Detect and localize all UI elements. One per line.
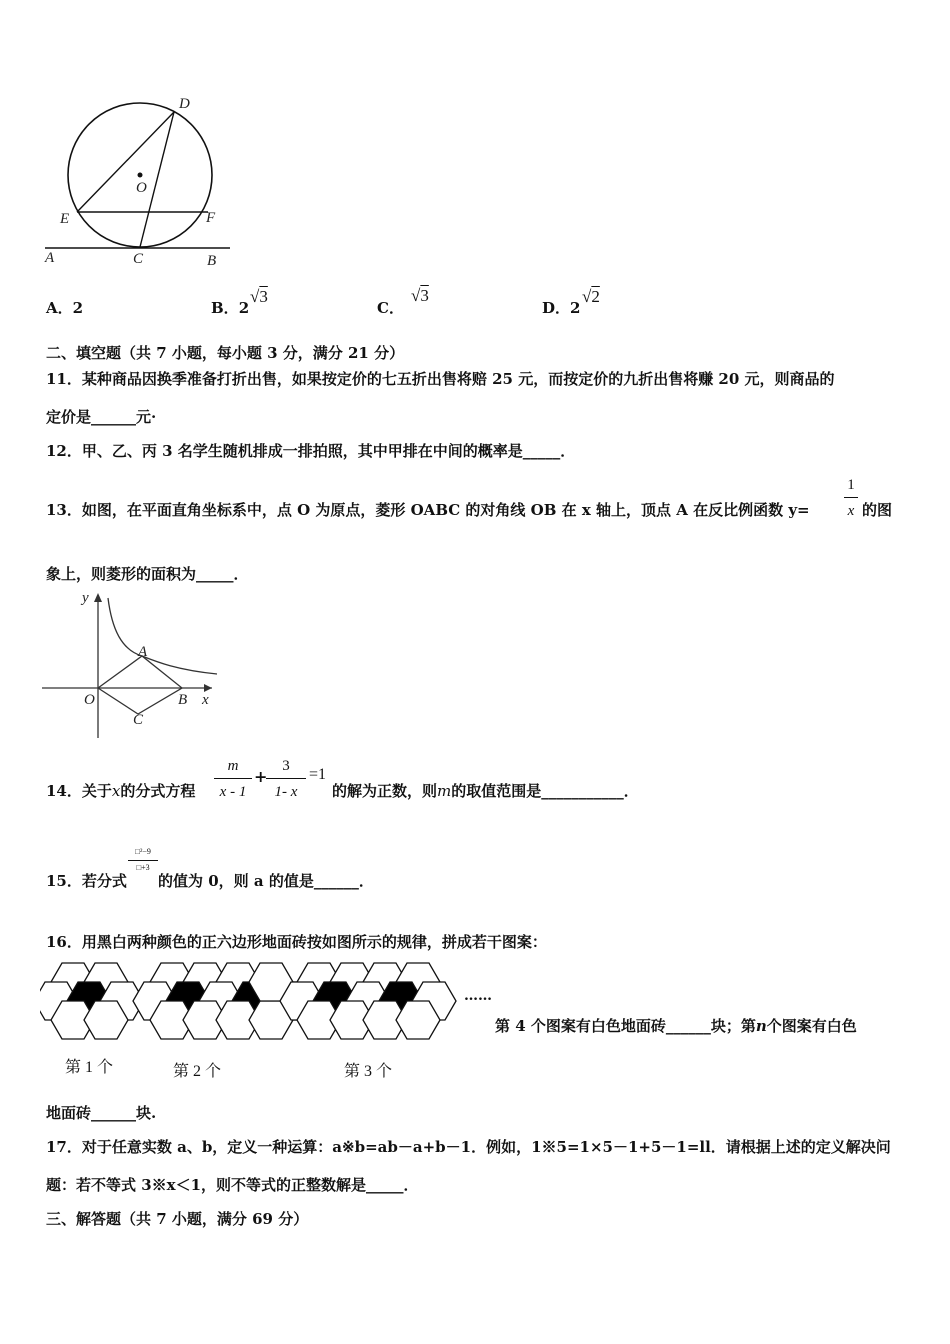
hexagon-patterns: [40, 960, 470, 1050]
label-F: F: [206, 210, 216, 226]
q16-right-text: [495, 1016, 857, 1036]
q13-line1-b: 的图: [862, 501, 893, 519]
q13-frac-den: x: [847, 503, 855, 519]
q16-right-n: n: [755, 1017, 767, 1035]
q14-f2-num: 3: [282, 758, 290, 774]
option-d: [542, 298, 580, 318]
label-B: B: [207, 253, 217, 269]
option-d-radical: √2: [582, 287, 600, 306]
q13-line2: 象上，则菱形的面积为_____．: [46, 565, 249, 583]
q16-ellipsis: ……: [464, 988, 492, 1004]
q14-prefix-text: 14．关于: [46, 782, 112, 800]
option-b: [211, 298, 249, 318]
q13-line1-a: 13．如图，在平面直角坐标系中，点 O 为原点，菱形 OABC 的对角线 OB 在 x 轴上，顶点 A 在反比例函数 y=: [46, 501, 810, 519]
q14-var-x: x: [111, 782, 121, 800]
option-c-radicand: 3: [420, 286, 429, 305]
graph-label-y: y: [82, 590, 89, 606]
q14-mid-text: 的分式方程: [120, 782, 196, 800]
pattern-caption-2: 第 2 个: [173, 1063, 222, 1080]
graph-label-C: C: [133, 712, 144, 728]
q14-equals: =1: [309, 766, 327, 783]
q16-line1: 16．用黑白两种颜色的正六边形地面砖按如图所示的规律，拼成若干图案：: [46, 933, 547, 951]
q14-suffix: [332, 781, 639, 801]
q14-var-m: m: [437, 782, 452, 800]
pattern-caption-3: 第 3 个: [344, 1063, 393, 1080]
q15-prefix: 15．若分式: [46, 872, 127, 890]
section-3-heading: 三、解答题（共 7 小题，满分 69 分）: [46, 1210, 309, 1228]
q14-f1-den: x - 1: [219, 784, 247, 800]
q14-f1-num: m: [227, 758, 239, 774]
option-a: [46, 298, 83, 318]
q16-right-a: 第 4 个图案有白色地面砖______块；第: [495, 1017, 756, 1035]
q17-line2: 题：若不等式 3※x＜1，则不等式的正整数解是_____．: [46, 1176, 419, 1194]
q14-f2-den: 1- x: [274, 784, 298, 800]
q11-line1: 11．某种商品因换季准备打折出售，如果按定价的七五折出售将赔 25 元，而按定价的九折出售将赚 20 元，则商品的: [46, 370, 835, 388]
q11-line2: 定价是______元·: [46, 408, 157, 426]
graph-label-x: x: [202, 692, 209, 708]
q14-fraction-1: [214, 757, 252, 801]
q14-after2: 的取值范围是___________．: [451, 782, 639, 800]
option-b-letter: B．: [211, 299, 239, 317]
q13-frac-num: 1: [847, 477, 855, 493]
pattern-caption-1: 第 1 个: [65, 1059, 114, 1076]
option-c-radical: √3: [411, 286, 429, 305]
option-b-radical: √3: [250, 287, 268, 306]
option-d-coef: 2: [570, 299, 581, 317]
label-E: E: [60, 211, 70, 227]
option-b-coef: 2: [238, 299, 250, 317]
q17-line1: 17．对于任意实数 a、b，定义一种运算：a※b=ab－a+b－1．例如，1※5=1×5－1+5－1=ll．请根据上述的定义解决问: [46, 1138, 891, 1156]
graph-label-O: O: [84, 692, 95, 708]
option-d-letter: D．: [542, 299, 571, 317]
option-d-radicand: 2: [591, 287, 600, 306]
option-a-letter: A．: [46, 299, 73, 317]
q12-text: 12．甲、乙、丙 3 名学生随机排成一排拍照，其中甲排在中间的概率是_____．: [46, 442, 576, 460]
label-D: D: [179, 96, 190, 112]
option-c: [377, 298, 404, 318]
graph-label-B: B: [178, 692, 188, 708]
option-a-value: 2: [72, 299, 84, 317]
q16-right-b: 个图案有白色: [766, 1017, 857, 1035]
option-b-radicand: 3: [259, 287, 268, 306]
q14-plus: +: [254, 767, 268, 786]
option-c-letter: C．: [377, 299, 404, 317]
section-2-heading: 二、填空题（共 7 小题，每小题 3 分，满分 21 分）: [46, 344, 405, 362]
q14-fraction-2: [266, 757, 306, 801]
label-O: O: [136, 180, 147, 196]
q14-after1: 的解为正数，则: [332, 782, 438, 800]
q16-line-end: 地面砖______块.: [46, 1104, 157, 1122]
q13-fraction: [843, 476, 859, 520]
label-A: A: [45, 250, 55, 266]
q14-prefix: [46, 781, 195, 801]
label-C: C: [133, 251, 144, 267]
rhombus-graph: [42, 590, 222, 740]
q15-frac-den: □+3: [136, 863, 150, 872]
q15-frac-num: □²−9: [135, 847, 151, 856]
graph-label-A: A: [138, 644, 148, 660]
q15-suffix: 的值为 0，则 a 的值是______．: [158, 872, 374, 890]
q15-fraction: [128, 846, 158, 874]
